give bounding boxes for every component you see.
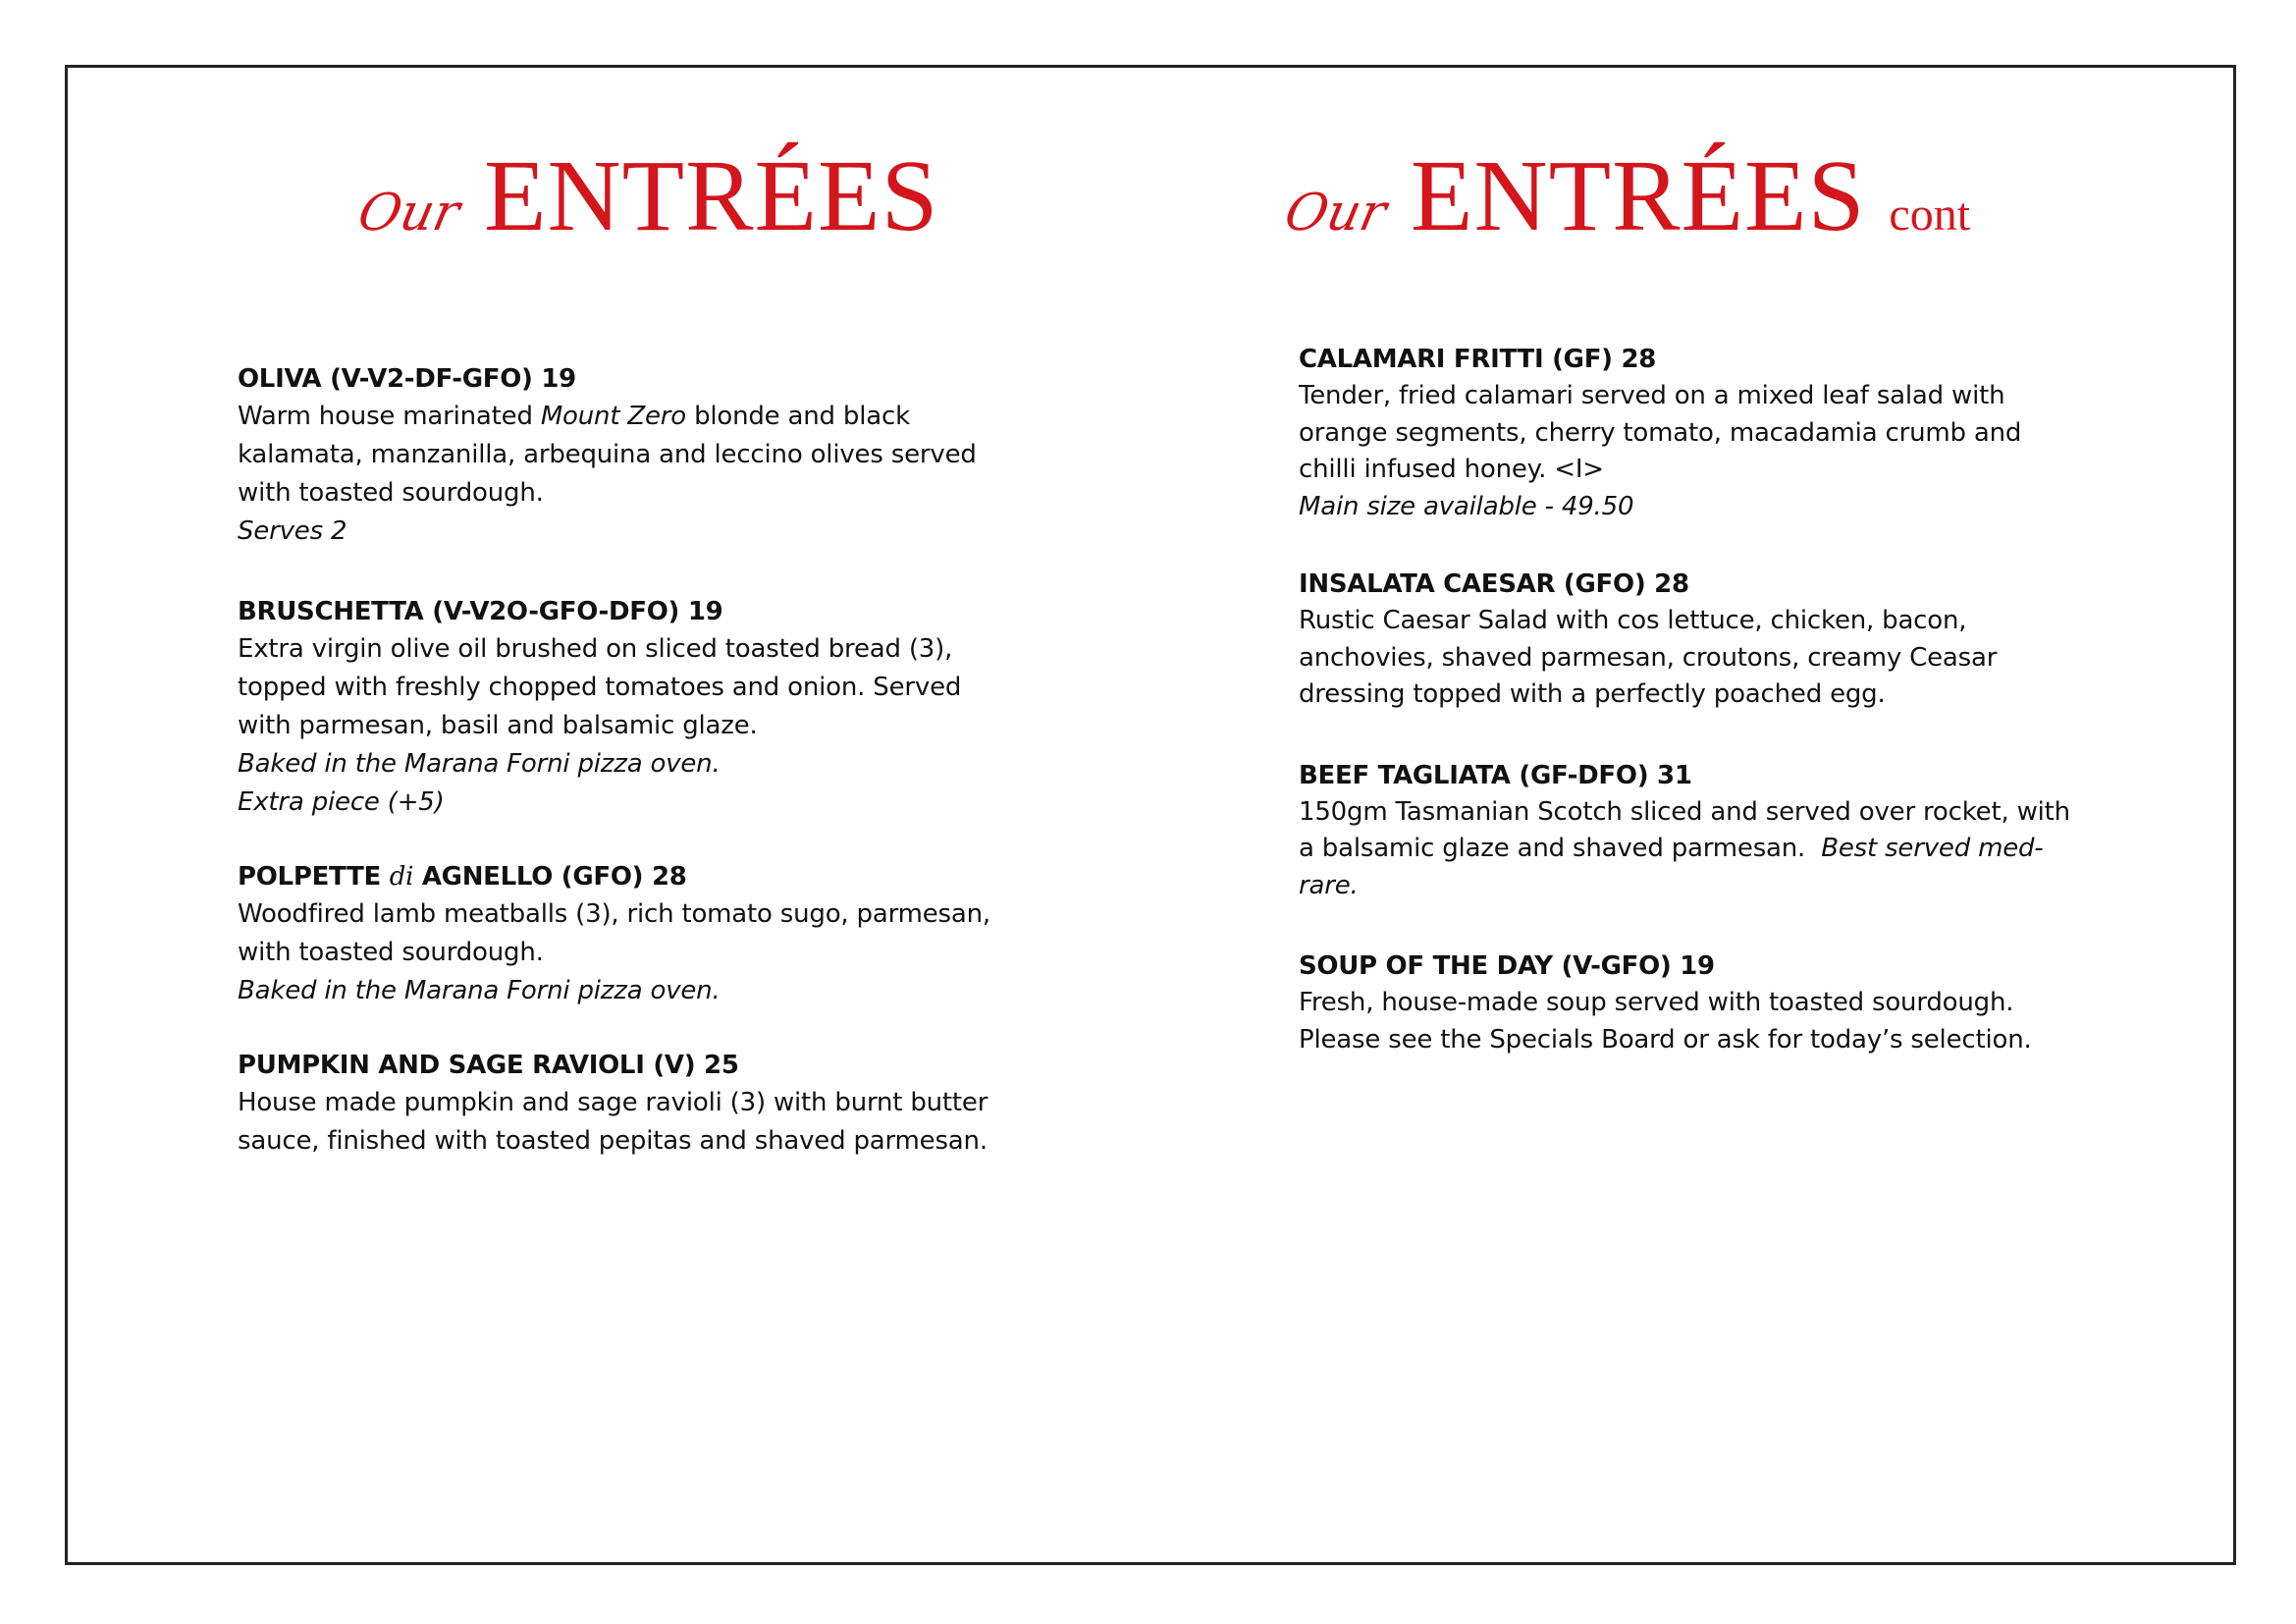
menu-item-bruschetta [238, 594, 1013, 822]
menu-item-ravioli [238, 1048, 1013, 1161]
menu-item-description [238, 398, 1013, 513]
heading-script-our: Our [1279, 184, 1392, 243]
menu-item-soup [1299, 948, 2074, 1058]
entrees-cont-heading [1279, 137, 1971, 252]
menu-item-note: Baked in the Marana Forni pizza oven. [238, 976, 721, 1005]
menu-item-polpette [238, 859, 1013, 1010]
description-text: blonde and black kalamata, manzanilla, arbequina and leccino olives served with toasted sourdough. [238, 402, 977, 508]
menu-item-note: Serves 2 [238, 516, 347, 546]
description-emphasis: Best served med-rare. [1299, 834, 2044, 900]
description-text: 150gm Tasmanian Scotch sliced and served over rocket, with a balsamic glaze and shaved parmesan. [1299, 796, 2079, 863]
left-menu-column [238, 361, 1013, 1161]
menu-item-name: INSALATA CAESAR (GFO) 28 [1299, 569, 1689, 599]
menu-item-caesar [1299, 567, 2074, 714]
heading-suffix-cont: cont [1889, 189, 1971, 241]
menu-item-beef-tagliata [1299, 758, 2079, 905]
description-text: Warm house marinated [238, 402, 541, 431]
menu-item-oliva [238, 361, 1013, 551]
heading-script-our: Our [352, 184, 465, 243]
heading-title: ENTRÉES [483, 139, 939, 252]
description-emphasis: Mount Zero [540, 402, 686, 431]
entrees-heading [352, 137, 939, 252]
menu-item-description: Extra virgin olive oil brushed on sliced toasted bread (3), topped with freshly chopped tomatoes and onion. Served with parmesan, basil and balsamic glaze. [238, 634, 962, 740]
name-text: POLPETTE [238, 862, 390, 892]
menu-item-name: BRUSCHETTA (V-V2O-GFO-DFO) 19 [238, 597, 723, 626]
right-menu-column [1299, 342, 2079, 1058]
name-text: AGNELLO (GFO) 28 [413, 862, 687, 892]
menu-item-description [1299, 794, 2079, 905]
menu-item-name: CALAMARI FRITTI (GF) 28 [1299, 345, 1657, 374]
menu-item-name: BEEF TAGLIATA (GF-DFO) 31 [1299, 760, 1692, 790]
menu-item-calamari [1299, 342, 2074, 525]
menu-item-description: House made pumpkin and sage ravioli (3) with burnt butter sauce, finished with toasted pepitas and shaved parmesan. [238, 1088, 988, 1156]
menu-item-description: Rustic Caesar Salad with cos lettuce, chicken, bacon, anchovies, shaved parmesan, croutons, creamy Ceasar dressing topped with a perfectly poached egg. [1299, 606, 1998, 709]
menu-item-description: Woodfired lamb meatballs (3), rich tomato sugo, parmesan, with toasted sourdough. [238, 899, 990, 967]
name-italic-di: di [389, 862, 414, 892]
menu-item-name: SOUP OF THE DAY (V-GFO) 19 [1299, 951, 1715, 981]
menu-item-description: Tender, fried calamari served on a mixed leaf salad with orange segments, cherry tomato, macadamia crumb and chilli infused honey. <I> [1299, 381, 2022, 484]
menu-item-name: PUMPKIN AND SAGE RAVIOLI (V) 25 [238, 1051, 739, 1080]
menu-item-description: Fresh, house-made soup served with toasted sourdough. Please see the Specials Board or ask for today’s selection. [1299, 988, 2032, 1055]
menu-item-name [238, 859, 1013, 895]
menu-item-note: Extra piece (+5) [238, 787, 445, 817]
menu-item-name: OLIVA (V-V2-DF-GFO) 19 [238, 364, 576, 394]
menu-item-note: Baked in the Marana Forni pizza oven. [238, 749, 721, 779]
menu-item-note: Main size available - 49.50 [1299, 491, 1634, 521]
heading-title: ENTRÉES [1410, 139, 1866, 252]
